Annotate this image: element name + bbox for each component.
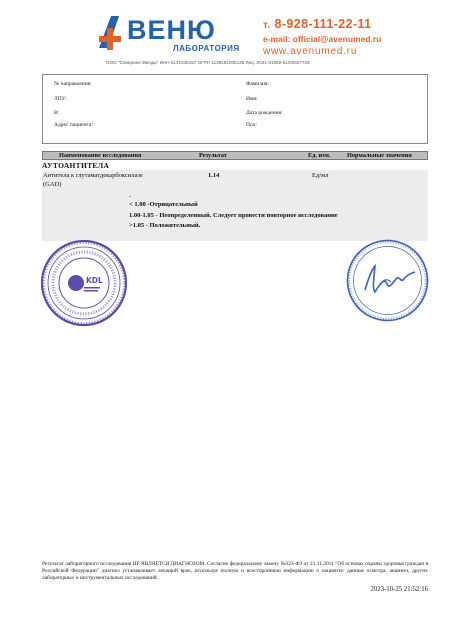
company-legal-info: ООО "Северная Звезда" ИНН 6141045157 ОГРН 1136181005135 Лиц. Л041-01050-61/00327726 bbox=[106, 60, 310, 65]
test-name-line1: Антитела к глутаматдекарбоксилазе bbox=[43, 172, 143, 179]
letterhead bbox=[0, 0, 450, 70]
test-name-line2: (GAD) bbox=[43, 181, 62, 188]
address-label: Адрес пациента: bbox=[54, 122, 94, 128]
logo-subtitle: ЛАБОРАТОРИЯ bbox=[173, 44, 240, 53]
patient-info-box bbox=[42, 74, 428, 144]
section-title: АУТОАНТИТЕЛА bbox=[42, 161, 110, 170]
company-logo bbox=[95, 14, 245, 59]
col-unit: Ед. изм. bbox=[308, 152, 331, 159]
reference-negative: < 1.00 -Отрицательный bbox=[129, 201, 198, 208]
col-normal-values: Нормальные значения bbox=[347, 152, 412, 159]
reference-dot: . bbox=[129, 192, 131, 199]
result-value: 1.14 bbox=[208, 172, 220, 179]
reference-indeterminate: 1.00-1.05 - Неопределенный. Следует провести повторное исследование bbox=[129, 212, 338, 219]
referral-label: № направления: bbox=[54, 81, 92, 87]
logo-wordmark: ВЕНЮ bbox=[127, 15, 216, 45]
birth-date-label: Дата рождения: bbox=[246, 110, 283, 116]
surname-label: Фамилия: bbox=[246, 81, 269, 87]
phone-prefix: т. bbox=[263, 20, 271, 31]
result-unit: Ед/мл bbox=[312, 172, 329, 179]
laboratory-seal-stamp bbox=[36, 238, 132, 328]
reference-positive: >1.05 - Положительный. bbox=[129, 222, 201, 229]
legal-disclaimer: Результат лабораторного исследования НЕ ЯВЛЯЕТСЯ ДИАГНОЗОМ. Согласно федеральному закону №323-ФЗ от 21.11.2011 "Об основах охраны здоровья граждан в Российской Федерации" диагноз устанавливает лечащий врач, используя полную и всестороннюю информацию о пациенте: данные осмотра, анамнез, других лабораторных и инструментальных исследований. bbox=[42, 561, 428, 581]
kdl-logo-icon bbox=[68, 275, 84, 291]
phone-line bbox=[263, 17, 381, 33]
result-row bbox=[42, 170, 428, 241]
col-test-name: Наименование исследования bbox=[59, 152, 142, 159]
col-result: Результат bbox=[199, 152, 227, 159]
doctor-seal-signature bbox=[345, 238, 430, 323]
contact-block bbox=[263, 17, 381, 58]
stamp-kdl-label: KDL bbox=[86, 276, 103, 285]
lpu-label: ЛПУ: bbox=[54, 96, 67, 102]
print-timestamp: 2023-10-25 21:52:16 bbox=[370, 586, 428, 593]
website-link[interactable]: www.avenumed.ru bbox=[263, 46, 358, 57]
logo-a-cross-icon bbox=[95, 14, 131, 52]
results-table-header bbox=[42, 151, 428, 160]
doctor-label: В: bbox=[54, 110, 60, 116]
phone-number[interactable]: 8-928-111-22-11 bbox=[274, 17, 372, 31]
sex-label: Пол: bbox=[246, 122, 257, 128]
name-label: Имя: bbox=[246, 96, 258, 102]
email-address[interactable]: e-mail: official@avenumed.ru bbox=[263, 34, 382, 44]
